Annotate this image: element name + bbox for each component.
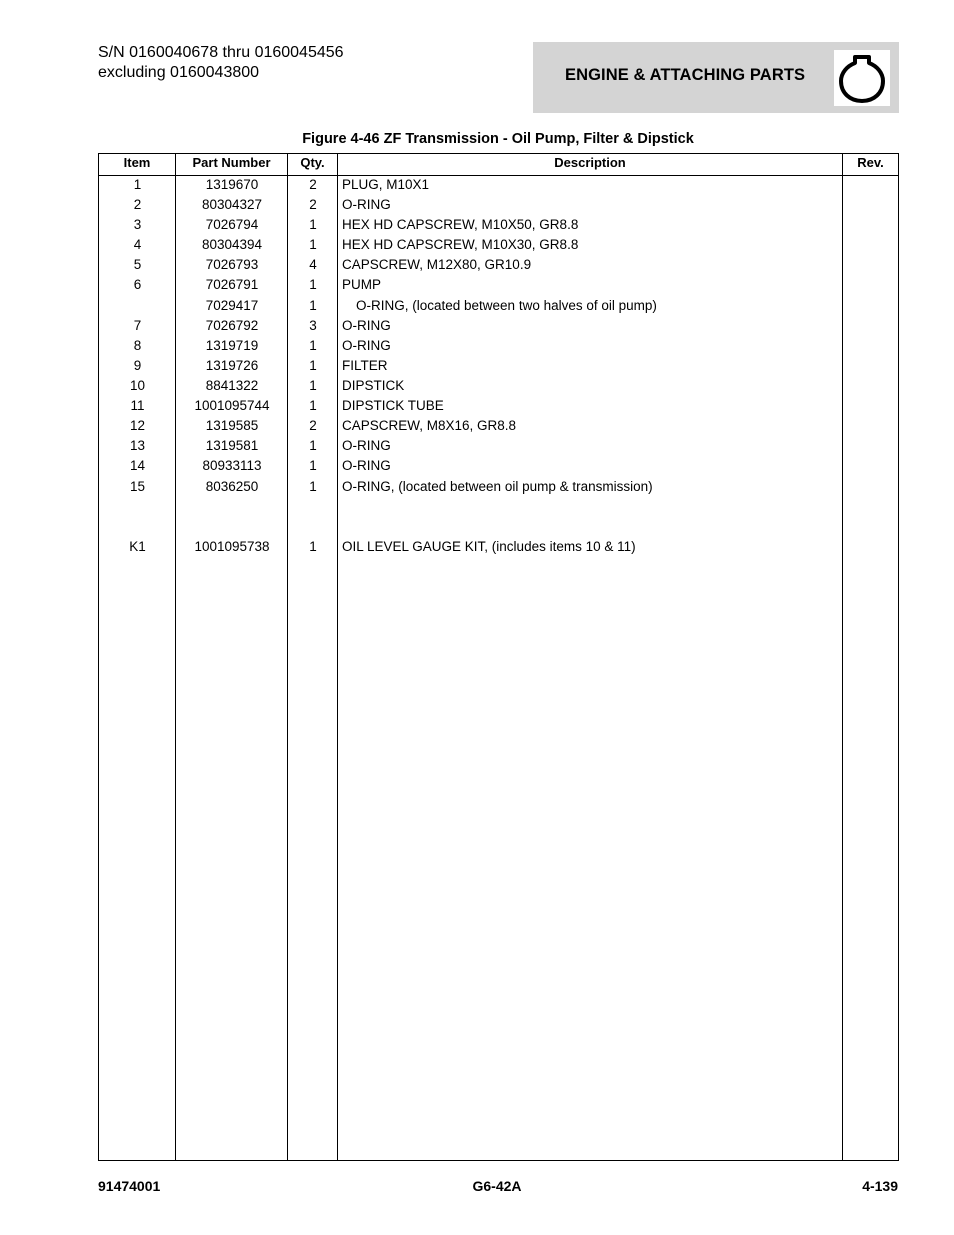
cell-part-number: 1001095744	[194, 398, 270, 413]
cell-description: O-RING	[342, 197, 391, 212]
cell-part-number: 7026792	[205, 318, 259, 333]
cell-part-number: 7026793	[205, 257, 259, 272]
cell-qty: 2	[309, 418, 317, 433]
cell-description: O-RING	[342, 318, 391, 333]
table-row	[99, 398, 898, 418]
cell-part-number: 80933113	[202, 458, 262, 473]
section-banner	[533, 42, 899, 113]
cell-qty: 1	[309, 277, 317, 292]
cell-description: DIPSTICK TUBE	[342, 398, 444, 413]
table-row	[99, 458, 898, 478]
section-title: ENGINE & ATTACHING PARTS	[565, 66, 806, 84]
table-row	[99, 237, 898, 257]
cell-description: O-RING, (located between two halves of oil pump)	[356, 298, 657, 313]
cell-part-number: 7026791	[205, 277, 259, 292]
table-row	[99, 338, 898, 358]
cell-qty: 4	[309, 257, 317, 272]
model-number: G6-42A	[472, 1178, 522, 1194]
cell-qty: 1	[309, 378, 317, 393]
cell-item: 10	[129, 378, 146, 393]
cell-description: PUMP	[342, 277, 382, 292]
cell-part-number: 1319670	[205, 177, 259, 192]
cell-part-number: 1319726	[205, 358, 259, 373]
figure-title: Figure 4-46 ZF Transmission - Oil Pump, Filter & Dipstick	[302, 131, 694, 147]
table-row	[99, 177, 898, 197]
doc-number: 91474001	[98, 1178, 161, 1194]
cell-qty: 2	[309, 177, 317, 192]
cell-part-number: 1319581	[205, 438, 259, 453]
cell-description: O-RING	[342, 338, 391, 353]
cell-item: 11	[130, 398, 145, 413]
cell-qty: 1	[309, 338, 317, 353]
cell-part-number: 80304394	[201, 237, 263, 252]
header-qty: Qty.	[300, 155, 325, 170]
cell-description: PLUG, M10X1	[342, 177, 430, 192]
cell-description: OIL LEVEL GAUGE KIT, (includes items 10 & 11)	[342, 539, 636, 554]
cell-description: CAPSCREW, M12X80, GR10.9	[342, 257, 532, 272]
table-row	[99, 479, 898, 499]
cell-item: 15	[129, 479, 146, 494]
cell-item: K1	[129, 539, 146, 554]
parts-table	[98, 153, 899, 1161]
cell-qty: 1	[309, 298, 317, 313]
serial-range	[98, 43, 344, 83]
header-rev: Rev.	[857, 155, 884, 170]
engine-icon	[834, 50, 890, 106]
table-row	[99, 257, 898, 277]
table-row	[99, 539, 898, 559]
cell-part-number: 1001095738	[194, 539, 270, 554]
cell-item: 12	[129, 418, 146, 433]
table-row	[99, 197, 898, 217]
cell-description: O-RING, (located between oil pump & transmission)	[342, 479, 653, 494]
cell-qty: 1	[309, 479, 317, 494]
header-description: Description	[554, 155, 626, 170]
cell-item: 13	[129, 438, 146, 453]
cell-qty: 1	[309, 237, 317, 252]
cell-part-number: 7026794	[205, 217, 259, 232]
table-row	[99, 298, 898, 318]
cell-item: 7	[133, 318, 142, 333]
page-number: 4-139	[862, 1178, 898, 1194]
cell-description: DIPSTICK	[342, 378, 405, 393]
cell-item: 1	[133, 177, 142, 192]
cell-item: 6	[133, 277, 142, 292]
table-row	[99, 418, 898, 438]
table-row	[99, 358, 898, 378]
cell-part-number: 1319719	[205, 338, 259, 353]
cell-qty: 1	[309, 358, 317, 373]
cell-part-number: 8841322	[205, 378, 259, 393]
header-part-number: Part Number	[192, 155, 271, 170]
cell-qty: 1	[309, 539, 317, 554]
serial-line-1: S/N 0160040678 thru 0160045456	[98, 44, 344, 61]
cell-description: HEX HD CAPSCREW, M10X30, GR8.8	[342, 237, 579, 252]
cell-item: 8	[133, 338, 142, 353]
cell-part-number: 7029417	[205, 298, 259, 313]
cell-description: CAPSCREW, M8X16, GR8.8	[342, 418, 517, 433]
cell-item: 4	[133, 237, 142, 252]
cell-qty: 1	[309, 217, 317, 232]
cell-description: O-RING	[342, 438, 391, 453]
serial-line-2: excluding 0160043800	[98, 64, 260, 81]
cell-item: 3	[133, 217, 142, 232]
cell-part-number: 8036250	[205, 479, 259, 494]
header-item: Item	[123, 155, 151, 170]
cell-description: HEX HD CAPSCREW, M10X50, GR8.8	[342, 217, 579, 232]
cell-item: 2	[133, 197, 142, 212]
cell-description: O-RING	[342, 458, 391, 473]
cell-qty: 1	[309, 438, 317, 453]
table-row	[99, 277, 898, 297]
cell-item: 5	[133, 257, 142, 272]
cell-qty: 1	[309, 458, 317, 473]
cell-item: 14	[129, 458, 146, 473]
cell-part-number: 1319585	[205, 418, 259, 433]
table-row	[99, 318, 898, 338]
table-row	[99, 217, 898, 237]
cell-description: FILTER	[342, 358, 388, 373]
cell-item: 9	[133, 358, 142, 373]
table-header	[99, 154, 898, 176]
cell-qty: 3	[309, 318, 317, 333]
cell-qty: 2	[309, 197, 317, 212]
table-row	[99, 378, 898, 398]
cell-qty: 1	[309, 398, 317, 413]
cell-part-number: 80304327	[201, 197, 263, 212]
table-row	[99, 438, 898, 458]
